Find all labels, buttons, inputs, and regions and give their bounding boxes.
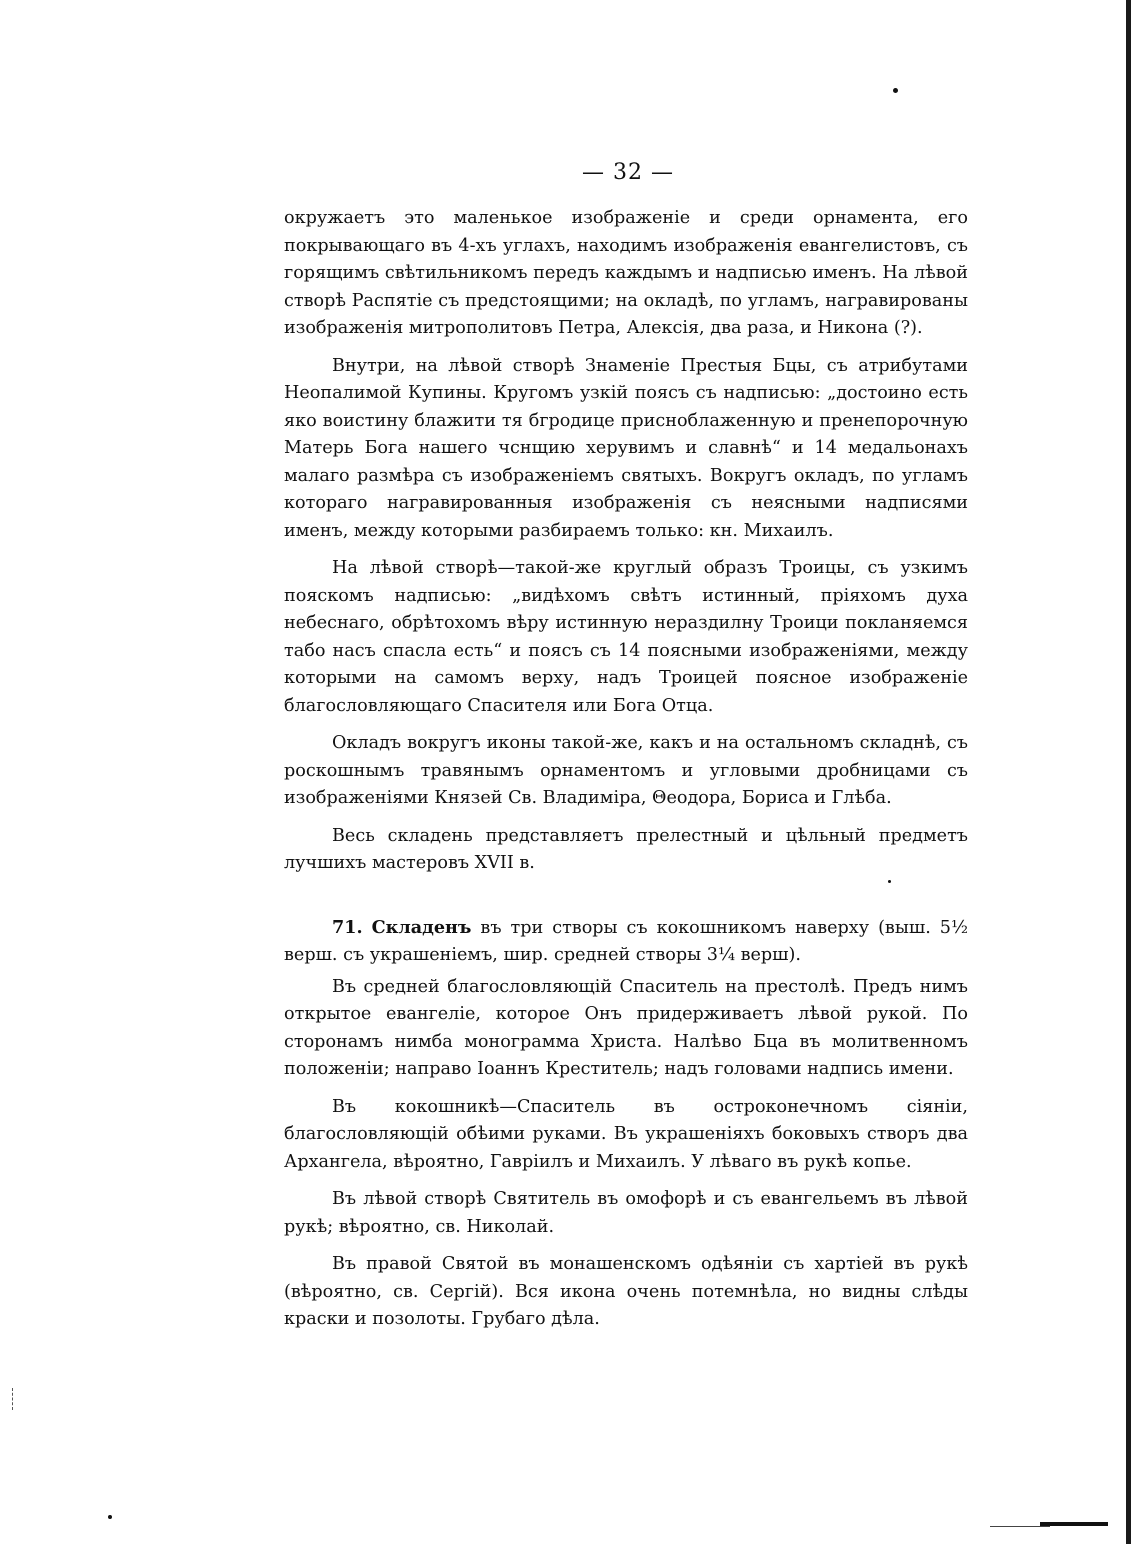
page-number: — 32 —: [582, 160, 674, 185]
paragraph: Въ кокошникѣ—Спаситель въ остроконечномъ сіяніи, благословляющій обѣими руками. Въ украшеніяхъ боковыхъ створъ два Архангела, вѣроятно, Гавріилъ и Михаилъ. У лѣваго въ рукѣ копье.: [284, 1096, 968, 1172]
ink-speck: [893, 88, 898, 93]
bottom-rule: [1040, 1522, 1108, 1526]
paragraph: Въ средней благословляющій Спаситель на престолѣ. Предъ нимъ открытое евангеліе, которое Онъ придерживаетъ лѣвой рукой. По сторонамъ нимба монограмма Христа. Налѣво Бца въ молитвенномъ положеніи; направо Іоаннъ Креститель; надъ головами надпись имени.: [284, 976, 968, 1079]
paragraph: Окладъ вокругъ иконы такой-же, какъ и на остальномъ складнѣ, съ роскошнымъ травянымъ орнаментомъ и угловыми дробницами съ изображеніями Князей Св. Владиміра, Θеодора, Бориса и Глѣба.: [284, 733, 968, 808]
section-gap: [284, 888, 968, 914]
entry-71-heading: [284, 914, 968, 970]
paragraph: окружаетъ это маленькое изображеніе и среди орнамента, его покрывающаго въ 4-хъ углахъ, находимъ изображенія евангелистовъ, съ горящимъ свѣтильникомъ передъ каждымъ и надписью именъ. На лѣвой створѣ Распятіе съ предстоящими; на окладѣ, по угламъ, награвированы изображенія митрополитовъ Петра, Алексія, два раза, и Никона (?).: [284, 208, 968, 338]
entry-description: въ три створы съ кокошникомъ наверху (выш. 5½ верш. съ украшеніемъ, шир. средней створы 3¼ верш).: [284, 917, 969, 965]
text-block: [284, 205, 968, 1344]
entry-title: Складенъ: [371, 916, 472, 938]
paragraph: Внутри, на лѣвой створѣ Знаменіе Престыя Бцы, съ атрибутами Неопалимой Купины. Кругомъ узкій поясъ съ надписью: „достоино есть яко воистину блажити тя бгродице присноблаженную и пренепорочную Матерь Бога нашего чснщию херувимъ и славнѣ“ и 14 медальонахъ малаго размѣра съ изображеніемъ святыхъ. Вокругъ окладъ, по угламъ котораго награвированныя изображенія съ неясными надписями именъ, между которыми разбираемъ только: кн. Михаилъ.: [284, 355, 968, 541]
paragraph: Въ правой Святой въ монашенскомъ одѣяніи съ хартіей въ рукѣ (вѣроятно, св. Сергій). Вся икона очень потемнѣла, но видны слѣды краски и позолоты. Грубаго дѣла.: [284, 1254, 968, 1329]
page-edge-rule: [1126, 0, 1131, 1544]
ink-speck: [108, 1515, 112, 1519]
margin-marks: [12, 1388, 14, 1410]
paragraph: Весь складень представляетъ прелестный и цѣльный предметъ лучшихъ мастеровъ XVII в.: [284, 825, 968, 873]
bottom-rule-thin: [990, 1526, 1050, 1527]
paragraph: Въ лѣвой створѣ Святитель въ омофорѣ и съ евангельемъ въ лѣвой рукѣ; вѣроятно, св. Николай.: [284, 1189, 968, 1237]
paragraph: На лѣвой створѣ—такой-же круглый образъ Троицы, съ узкимъ пояскомъ надписью: „видѣхомъ свѣтъ истинный, пріяхомъ духа небеснаго, обрѣтохомъ вѣру истинную нераздилну Троици покланяемся табо насъ спасла есть“ и поясъ съ 14 поясными изображеніями, между которыми на самомъ верху, надъ Троицей поясное изображеніе благословляющаго Спасителя или Бога Отца.: [284, 558, 968, 716]
entry-number: 71.: [332, 916, 363, 938]
